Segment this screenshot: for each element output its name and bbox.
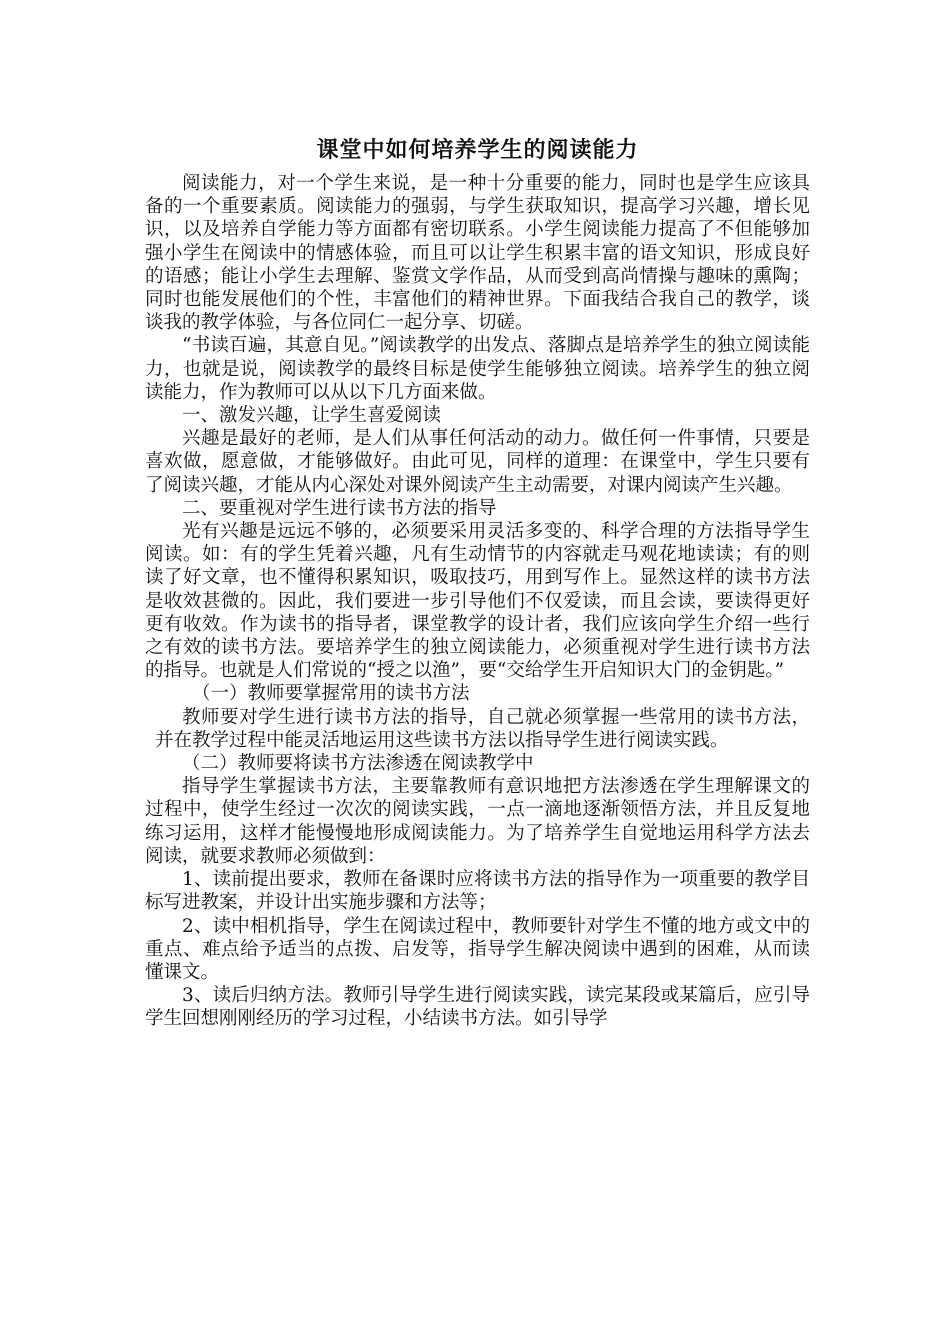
intro-paragraph: 阅读能力，对一个学生来说，是一种十分重要的能力，同时也是学生应该具备的一个重要素质。阅读能力的强弱，与学生获取知识，提高学习兴趣，增长见识，以及培养自学能力等方面都有密切联系。小学生阅读能力提高了不但能够加强小学生在阅读中的情感体验，而且可以让学生积累丰富的语文知识，形成良好的语感；能让小学生去理解、鉴赏文学作品，从而受到高尚情操与趣味的熏陶；同时也能发展他们的个性，丰富他们的精神世界。下面我结合我自己的教学，谈谈我的教学体验，与各位同仁一起分享、切磋。 — [145, 173, 810, 334]
teacher-method-paragraph: 教师要对学生进行读书方法的指导，自己就必须掌握一些常用的读书方法，并在教学过程中能灵活地运用这些读书方法以指导学生进行阅读实践。 — [155, 706, 810, 751]
section-heading-1: 一、激发兴趣，让学生喜爱阅读 — [182, 405, 442, 427]
subsection-heading-2: （二）教师要将读书方法渗透在阅读教学中 — [182, 753, 534, 775]
list-item-3: 3、读后归纳方法。教师引导学生进行阅读实践，读完某段或某篇后，应引导学生回想刚刚经历的学习过程，小结读书方法。如引导学 — [145, 985, 810, 1030]
quote-paragraph: “书读百遍，其意自见。”阅读教学的出发点、落脚点是培养学生的独立阅读能力，也就是说，阅读教学的最终目标是使学生能够独立阅读。培养学生的独立阅读能力，作为教师可以从以下几方面来做。 — [145, 335, 810, 403]
document-page — [145, 132, 810, 1031]
infiltrate-paragraph: 指导学生掌握读书方法，主要靠教师有意识地把方法渗透在学生理解课文的过程中，使学生经过一次次的阅读实践，一点一滴地逐渐领悟方法，并且反复地练习运用，这样才能慢慢地形成阅读能力。为了培养学生自觉地运用科学方法去阅读，就要求教师必须做到： — [145, 776, 810, 867]
list-item-2: 2、读中相机指导，学生在阅读过程中，教师要针对学生不懂的地方或文中的重点、难点给予适当的点拨、启发等，指导学生解决阅读中遇到的困难，从而读懂课文。 — [145, 915, 810, 983]
interest-paragraph: 兴趣是最好的老师，是人们从事任何活动的动力。做任何一件事情，只要是喜欢做，愿意做，才能够做好。由此可见，同样的道理：在课堂中，学生只要有了阅读兴趣，才能从内心深处对课外阅读产生主动需要，对课内阅读产生兴趣。 — [145, 428, 810, 496]
subsection-heading-1: （一）教师要掌握常用的读书方法 — [192, 683, 470, 705]
document-title: 课堂中如何培养学生的阅读能力 — [316, 137, 639, 163]
list-item-1: 1、读前提出要求，教师在备课时应将读书方法的指导作为一项重要的教学目标写进教案，并设计出实施步骤和方法等； — [145, 869, 810, 914]
method-paragraph: 光有兴趣是远远不够的，必须要采用灵活多变的、科学合理的方法指导学生阅读。如：有的学生凭着兴趣，凡有生动情节的内容就走马观花地读读；有的则读了好文章，也不懂得积累知识，吸取技巧，用到写作上。显然这样的读书方法是收效甚微的。因此，我们要进一步引导他们不仅爱读，而且会读，要读得更好更有收效。作为读书的指导者，课堂教学的设计者，我们应该向学生介绍一些行之有效的读书方法。要培养学生的独立阅读能力，必须重视对学生进行读书方法的指导。也就是人们常说的“授之以渔”，要“交给学生开启知识大门的金钥匙。” — [145, 521, 810, 682]
section-heading-2: 二、要重视对学生进行读书方法的指导 — [182, 497, 497, 519]
